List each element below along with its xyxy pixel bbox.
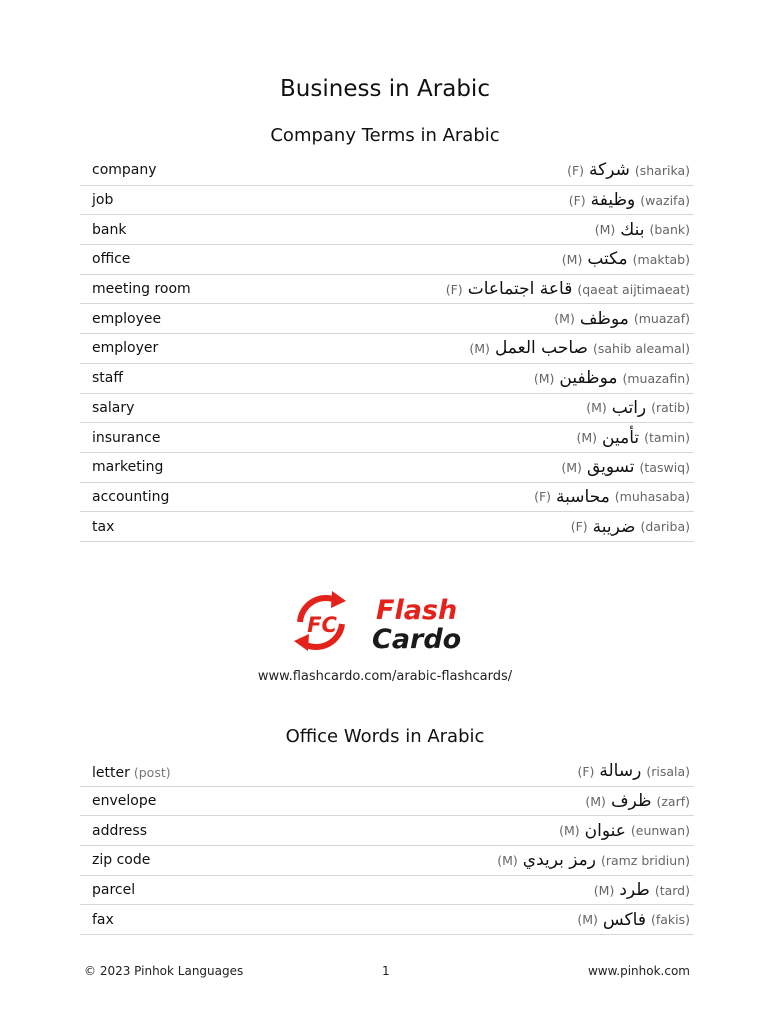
english-word: company	[92, 162, 157, 179]
transliteration: (wazifa)	[640, 192, 690, 208]
arabic-translation	[554, 309, 690, 329]
vocab-row	[80, 876, 694, 906]
arabic-word: موظف	[579, 308, 629, 329]
english-word: zip code	[92, 852, 151, 869]
vocab-row	[80, 453, 694, 483]
arabic-word: رسالة	[599, 761, 642, 782]
arabic-translation	[571, 517, 690, 537]
english-word: employee	[92, 310, 162, 327]
arabic-translation	[586, 398, 690, 418]
arabic-translation	[534, 487, 690, 507]
english-word: parcel	[92, 882, 136, 899]
arabic-translation	[577, 761, 690, 781]
transliteration: (zarf)	[656, 793, 690, 809]
english-word: job	[92, 192, 114, 209]
arabic-translation	[569, 190, 690, 210]
arabic-word: شركة	[589, 160, 630, 181]
logo-arrowhead-top	[331, 591, 346, 608]
gender-tag: (M)	[576, 430, 598, 446]
arabic-word: قاعة اجتماعات	[467, 279, 573, 300]
page-title: Business in Arabic	[280, 76, 490, 102]
transliteration: (bank)	[649, 222, 690, 238]
gender-tag: (M)	[533, 370, 555, 386]
gender-tag: (M)	[554, 311, 575, 327]
section-heading-office-words: Office Words in Arabic	[285, 726, 485, 747]
vocab-row	[80, 512, 694, 542]
arabic-word: مكتب	[587, 249, 628, 270]
vocab-row	[80, 846, 694, 876]
arabic-translation	[594, 880, 690, 900]
arabic-translation	[469, 338, 690, 358]
arabic-word: محاسبة	[556, 486, 610, 507]
arabic-word: ظرف	[610, 791, 652, 812]
arabic-translation	[585, 791, 690, 811]
vocab-list-company-terms	[80, 156, 694, 542]
footer-copyright: © 2023 Pinhok Languages	[84, 964, 244, 978]
gender-tag: (F)	[567, 162, 585, 178]
logo-word-flash: Flash	[376, 595, 458, 626]
transliteration: (muazafin)	[622, 370, 690, 386]
arabic-translation	[576, 428, 690, 448]
arabic-translation	[559, 821, 690, 841]
arabic-translation	[577, 910, 690, 930]
vocab-row	[80, 304, 694, 334]
vocab-row	[80, 186, 694, 216]
english-note: (post)	[133, 764, 171, 780]
vocab-row	[80, 757, 694, 787]
arabic-word: راتب	[611, 397, 647, 418]
transliteration: (muazaf)	[633, 311, 690, 327]
flashcards-link[interactable]: www.flashcardo.com/arabic-flashcards/	[257, 669, 513, 684]
vocab-row	[80, 156, 694, 186]
vocab-row	[80, 905, 694, 935]
transliteration: (sahib aleamal)	[592, 340, 690, 356]
arabic-translation	[562, 249, 690, 269]
vocab-row	[80, 394, 694, 424]
vocab-row	[80, 364, 694, 394]
vocab-row	[80, 215, 694, 245]
vocab-row	[80, 423, 694, 453]
logo-word-cardo: Cardo	[372, 624, 462, 654]
transliteration: (fakis)	[650, 912, 690, 928]
gender-tag: (M)	[585, 793, 606, 809]
english-word: accounting	[92, 488, 170, 505]
transliteration: (eunwan)	[630, 823, 690, 839]
gender-tag: (M)	[586, 400, 607, 416]
gender-tag: (F)	[534, 489, 552, 505]
transliteration: (sharika)	[634, 162, 690, 178]
english-word: envelope	[92, 793, 157, 810]
flashcardo-logo-graphic	[292, 588, 482, 654]
english-word: fax	[92, 911, 114, 928]
arabic-word: تأمين	[602, 427, 640, 448]
english-word: bank	[92, 221, 127, 238]
english-word: salary	[92, 399, 135, 416]
transliteration: (taswiq)	[639, 459, 690, 475]
english-word: marketing	[92, 459, 164, 476]
transliteration: (tamin)	[644, 430, 690, 446]
arabic-word: عنوان	[584, 820, 626, 841]
transliteration: (risala)	[646, 763, 690, 779]
vocab-row	[80, 275, 694, 305]
gender-tag: (M)	[497, 852, 518, 868]
arabic-translation	[497, 850, 690, 870]
section-heading-company-terms: Company Terms in Arabic	[270, 125, 500, 146]
footer-site-link[interactable]: www.pinhok.com	[587, 964, 690, 978]
english-word: employer	[92, 340, 159, 357]
arabic-word: تسويق	[586, 457, 635, 478]
transliteration: (qaeat aijtimaeat)	[577, 281, 690, 297]
english-word: office	[92, 251, 131, 268]
vocab-list-office-words	[80, 757, 694, 935]
gender-tag: (F)	[577, 763, 595, 779]
arabic-word: رمز بريدي	[522, 850, 596, 871]
vocab-row	[80, 334, 694, 364]
arabic-translation	[595, 220, 690, 240]
gender-tag: (M)	[469, 340, 490, 356]
vocab-row	[80, 816, 694, 846]
vocab-row	[80, 483, 694, 513]
english-word: meeting room	[92, 281, 191, 298]
arabic-translation	[567, 160, 690, 180]
transliteration: (muhasaba)	[614, 489, 690, 505]
transliteration: (ratib)	[651, 400, 690, 416]
logo-mark: FC	[307, 613, 337, 637]
gender-tag: (M)	[577, 912, 598, 928]
gender-tag: (M)	[594, 222, 616, 238]
arabic-word: صاحب العمل	[494, 338, 588, 359]
gender-tag: (M)	[593, 882, 615, 898]
gender-tag: (F)	[568, 192, 586, 208]
english-word: letter	[92, 764, 130, 781]
transliteration: (dariba)	[640, 519, 690, 535]
arabic-word: بنك	[620, 219, 645, 240]
english-word: address	[92, 822, 148, 839]
transliteration: (maktab)	[632, 251, 690, 267]
gender-tag: (M)	[561, 251, 583, 267]
gender-tag: (M)	[559, 823, 580, 839]
flashcardo-logo[interactable]	[292, 588, 482, 654]
gender-tag: (F)	[445, 281, 463, 297]
transliteration: (ramz bridiun)	[600, 852, 690, 868]
arabic-word: فاكس	[602, 909, 646, 930]
arabic-translation	[534, 368, 690, 388]
arabic-translation	[446, 279, 690, 299]
transliteration: (tard)	[654, 882, 690, 898]
arabic-word: وظيفة	[590, 190, 636, 211]
english-word: staff	[92, 370, 124, 387]
english-entry	[92, 762, 171, 781]
footer-page-number: 1	[382, 964, 390, 978]
english-word: tax	[92, 518, 115, 535]
arabic-translation	[561, 457, 690, 477]
english-word: insurance	[92, 429, 161, 446]
gender-tag: (M)	[561, 459, 582, 475]
vocab-row	[80, 787, 694, 817]
gender-tag: (F)	[570, 519, 588, 535]
arabic-word: طرد	[619, 880, 650, 901]
vocab-row	[80, 245, 694, 275]
arabic-word: ضريبة	[592, 516, 636, 537]
arabic-word: موظفين	[559, 368, 618, 389]
